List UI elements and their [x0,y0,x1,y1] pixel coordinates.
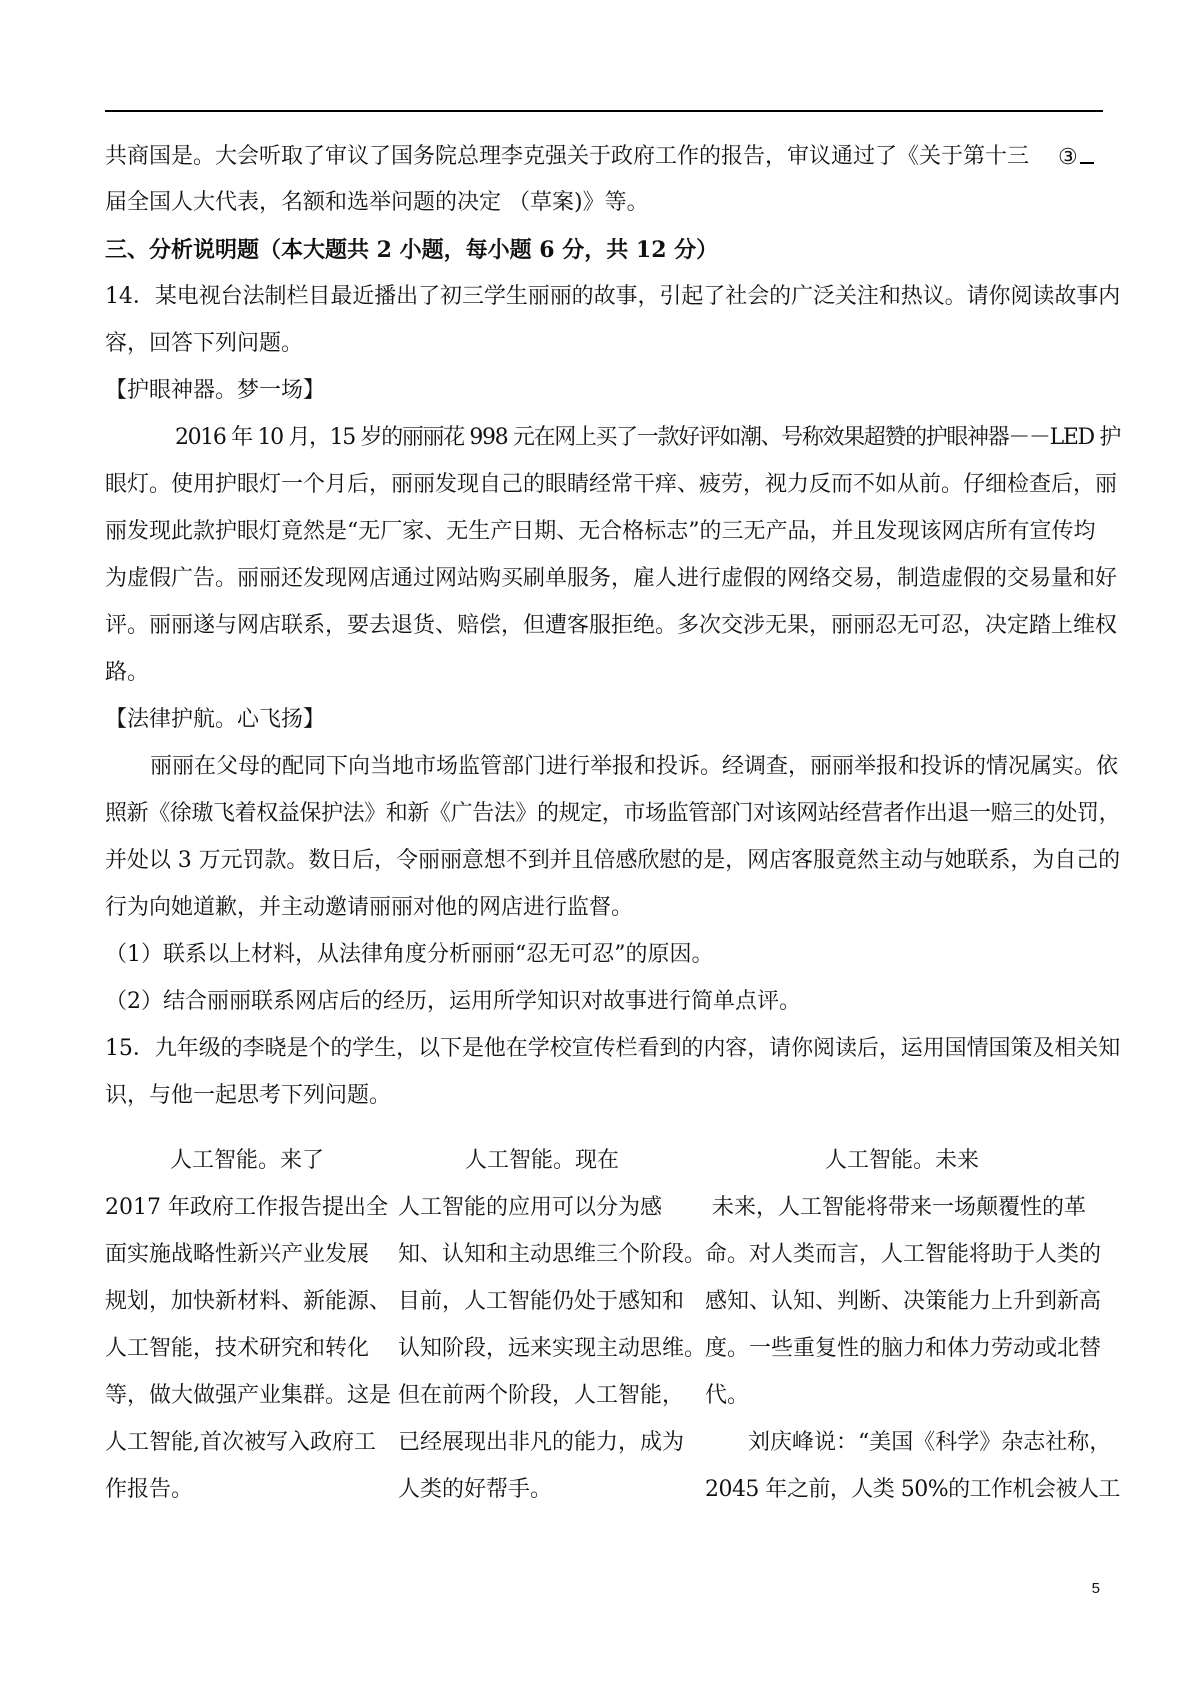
q14-intro-line-1: 14．某电视台法制栏目最近播出了初三学生丽丽的故事，引起了社会的广泛关注和热议。请你阅读故事内 [105,284,1121,309]
q14-part1-line: 眼灯。使用护眼灯一个月后，丽丽发现自己的眼睛经常干痒、疲劳，视力反而不如从前。仔细检查后，丽 [105,472,1118,497]
q14-subquestion-1: （1）联系以上材料，从法律角度分析丽丽“忍无可忍”的原因。 [105,942,714,967]
q15-col1-line: 面实施战略性新兴产业发展 [105,1242,370,1267]
q14-intro-line-2: 容，回答下列问题。 [105,331,304,356]
continuation-line-1: 共商国是。大会听取了审议了国务院总理李克强关于政府工作的报告，审议通过了《关于第十三 [105,144,1030,169]
q14-subquestion-2: （2）结合丽丽联系网店后的经历，运用所学知识对故事进行简单点评。 [105,989,801,1014]
q14-part1-line: 丽发现此款护眼灯竟然是“无厂家、无生产日期、无合格标志”的三无产品，并且发现该网店所有宣传均 [105,519,1096,544]
q14-part1-line: 路。 [105,660,150,685]
q15-col2-line: 人类的好帮手。 [398,1477,553,1502]
q14-part2-title: 【法律护航。心飞扬】 [105,707,326,732]
answer-blank-marker [1058,142,1094,173]
q15-col3-line: 度。一些重复性的脑力和体力劳动或北替 [705,1336,1102,1361]
q15-col2-line: 但在前两个阶段，人工智能， [398,1383,685,1408]
continuation-line-2: 届全国人大代表，名额和选举问题的决定 （草案)》等。 [105,190,649,215]
q15-col2-line: 目前，人工智能仍处于感知和 [398,1289,685,1314]
section-heading: 三、分析说明题（本大题共 2 小题，每小题 6 分，共 12 分） [105,237,719,263]
q15-col3-line: 感知、认知、判断、决策能力上升到新高 [705,1289,1102,1314]
q15-col3-line: 刘庆峰说：“美国《科学》杂志社称， [748,1430,1112,1455]
q15-col2-title: 人工智能。现在 [465,1148,620,1173]
q14-part1-line: 2016 年 10 月，15 岁的丽丽花 998 元在网上买了一款好评如潮、号称效果超赞的护眼神器－－LED 护 [175,425,1121,450]
q15-col1-line: 规划，加快新材料、新能源、 [105,1289,392,1314]
header-rule [105,110,1103,112]
q14-part2-line: 照新《徐璈飞着权益保护法》和新《广告法》的规定，市场监管部门对该网站经营者作出退一赔三的处罚， [105,801,1121,826]
q15-col1-line: 人工智能,首次被写入政府工 [105,1430,376,1455]
q15-col1-line: 2017 年政府工作报告提出全 [105,1195,388,1220]
q15-col3-line: 未来，人工智能将带来一场颠覆性的革 [712,1195,1087,1220]
q15-col2-line: 知、认知和主动思维三个阶段。 [398,1242,707,1267]
q14-part1-line: 评。丽丽遂与网店联系，要去退货、赔偿，但遭客服拒绝。多次交涉无果，丽丽忍无可忍，决定踏上维权 [105,613,1118,638]
q15-col3-title: 人工智能。未来 [825,1148,980,1173]
q15-col2-line: 认知阶段，远来实现主动思维。 [398,1336,707,1361]
q15-col3-line: 命。对人类而言，人工智能将助于人类的 [705,1242,1102,1267]
q15-col3-line: 代。 [705,1383,750,1408]
q15-intro-line-2: 识，与他一起思考下列问题。 [105,1083,392,1108]
q14-part2-line: 行为向她道歉，并主动邀请丽丽对他的网店进行监督。 [105,895,634,920]
q15-col2-line: 已经展现出非凡的能力，成为 [398,1430,685,1455]
page-number: 5 [1091,1580,1100,1597]
circled-number: ③ [1058,145,1078,170]
q15-col1-line: 作报告。 [105,1477,194,1502]
q15-intro-line-1: 15．九年级的李晓是个的学生，以下是他在学校宣传栏看到的内容，请你阅读后，运用国情国策及相关知 [105,1036,1121,1061]
q15-col1-line: 人工智能，技术研究和转化 [105,1336,370,1361]
q14-part2-line: 丽丽在父母的配同下向当地市场监管部门进行举报和投诉。经调查，丽丽举报和投诉的情况属实。依 [150,754,1119,779]
q14-part1-line: 为虚假广告。丽丽还发现网店通过网站购买刷单服务，雇人进行虚假的网络交易，制造虚假的交易量和好 [105,566,1118,591]
q15-col1-line: 等，做大做强产业集群。这是 [105,1383,392,1408]
q14-part2-line: 并处以 3 万元罚款。数日后，令丽丽意想不到并且倍感欣慰的是，网店客服竟然主动与她联系，为自己的 [105,848,1121,873]
q15-col2-line: 人工智能的应用可以分为感 [398,1195,663,1220]
answer-blank-line [1080,142,1094,164]
q14-part1-title: 【护眼神器。梦一场】 [105,378,326,403]
q15-col1-title: 人工智能。来了 [170,1148,325,1173]
q15-col3-line: 2045 年之前，人类 50%的工作机会被人工 [705,1477,1120,1502]
